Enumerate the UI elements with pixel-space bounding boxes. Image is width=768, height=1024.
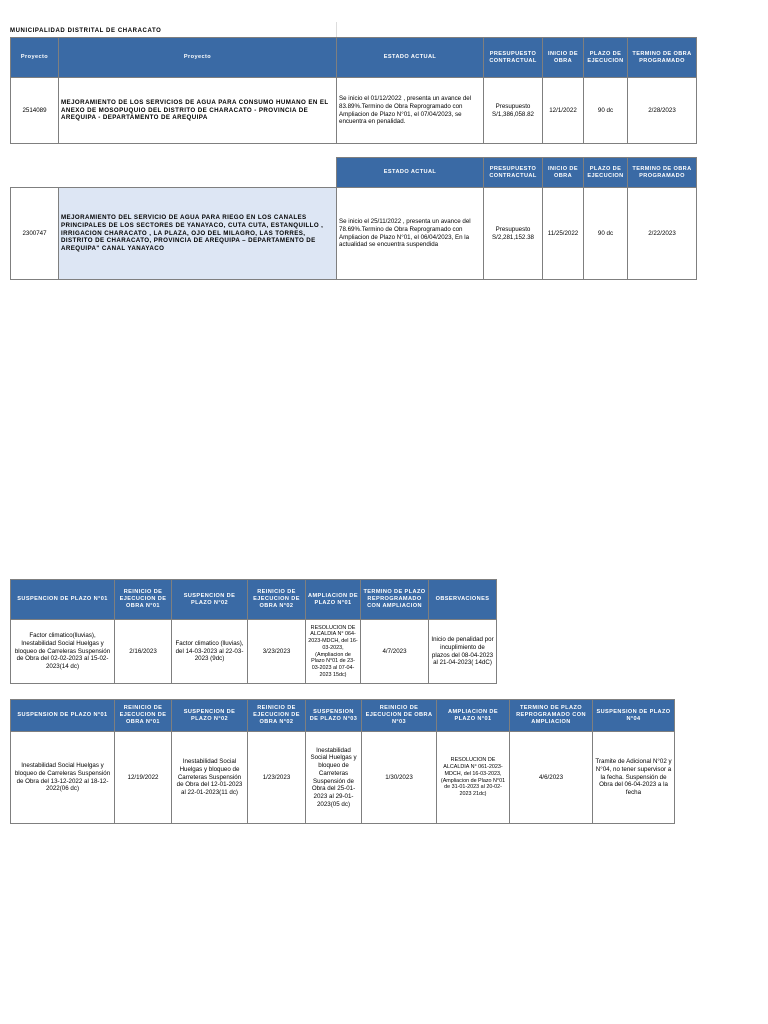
col-header-suspension-1: SUSPENCION DE PLAZO N°01 — [11, 580, 115, 620]
plazo-ejecucion: 90 dc — [584, 78, 628, 144]
cell: Inicio de penalidad por incuplimiento de plazos del 08-04-2023 al 21-04-2023( 14dC) — [429, 620, 497, 684]
col-header-suspension-1: SUSPENSION DE PLAZO N°01 — [11, 700, 115, 732]
project-name: MEJORAMIENTO DEL SERVICIO DE AGUA PARA RIEGO EN LOS CANALES PRINCIPALES DE LOS SECTORES DE YANAYACO, CUTA CUTA, ESTANQUILLO , IRRIGACION CHARACATO , LA PLAZA, OJO DEL MILAGRO, LAS TORRES, DISTRITO DE CHARACATO, PROVINCIA DE AREQUIPA – DEPARTAMENTO DE AREQUIPA" CANAL YANAYACO — [59, 188, 337, 280]
project-name: MEJORAMIENTO DE LOS SERVICIOS DE AGUA PARA CONSUMO HUMANO EN EL ANEXO DE MOSOPUQUIO DEL DISTRITO DE CHARACATO - PROVINCIA DE AREQUIPA - DEPARTAMENTO DE AREQUIPA — [59, 78, 337, 144]
plazo-ejecucion: 90 dc — [584, 188, 628, 280]
presupuesto: Presupuesto S/1,386,058.82 — [484, 78, 543, 144]
col-header-suspension-2: SUSPENCION DE PLAZO N°02 — [172, 700, 248, 732]
col-header-termino-reprogramado: TERMINO DE PLAZO REPROGRAMADO CON AMPLIACION — [361, 580, 429, 620]
col-header-presupuesto: PRESUPUESTO CONTRACTUAL — [484, 158, 543, 188]
col-header-plazo: PLAZO DE EJECUCION — [584, 38, 628, 78]
project-table-1 — [10, 37, 697, 144]
suspension-table-1 — [10, 579, 497, 684]
estado-actual: Se inicio el 25/11/2022 , presenta un avance del 78.69%.Termino de Obra Reprogramado con Ampliacion de Plazo N°01, el 06/04/2023, En la actualidad se encuentra suspendida — [337, 188, 484, 280]
col-header-termino: TERMINO DE OBRA PROGRAMADO — [628, 38, 697, 78]
table-row — [11, 78, 697, 144]
col-header-ampliacion-1: AMPLIACION DE PLAZO N°01 — [437, 700, 510, 732]
table-row — [11, 188, 697, 280]
cell: 4/7/2023 — [361, 620, 429, 684]
cell: Inestabilidad Social Huelgas y bloqueo de Carreteras Suspensión de Obra del 12-01-2023 al 22-01-2023(11 dc) — [172, 732, 248, 824]
suspension-table-2 — [10, 699, 675, 824]
organization-title: MUNICIPALIDAD DISTRITAL DE CHARACATO — [10, 28, 162, 34]
col-header-reinicio-1: REINICIO DE EJECUCION DE OBRA N°01 — [115, 700, 172, 732]
col-header-observaciones: OBSERVACIONES — [429, 580, 497, 620]
cell: RESOLUCION DE ALCALDIA N° 064-2023-MDCH, del 16-03-2023, (Ampliacion de Plazo N°01 de 23-03-2023 al 07-04-2023 15dc) — [306, 620, 361, 684]
cell: 3/23/2023 — [248, 620, 306, 684]
project-table-2 — [10, 157, 697, 280]
col-header-termino: TERMINO DE OBRA PROGRAMADO — [628, 158, 697, 188]
col-header-suspension-3: SUSPENSION DE PLAZO N°03 — [306, 700, 362, 732]
table-row — [11, 732, 675, 824]
estado-actual: Se inicio el 01/12/2022 , presenta un avance del 83.89%.Termino de Obra Reprogramado con Ampliacion de Plazo N°01, el 07/04/2023, se encuentra en penalidad. — [337, 78, 484, 144]
cell: Inestabilidad Social Huelgas y bloqueo de Carreleras Suspensión de Obra del 13-12-2022 al 18-12-2022(06 dc) — [11, 732, 115, 824]
table-row — [11, 620, 497, 684]
cell: 2/16/2023 — [115, 620, 172, 684]
inicio-obra: 12/1/2022 — [543, 78, 584, 144]
termino-obra: 2/22/2023 — [628, 188, 697, 280]
col-header-estado: ESTADO ACTUAL — [337, 158, 484, 188]
cell: Inestabilidad Social Huelgas y bloqueo de Carreteras Suspensión de Obra del 25-01-2023 al 29-01-2023(05 dc) — [306, 732, 362, 824]
inicio-obra: 11/25/2022 — [543, 188, 584, 280]
termino-obra: 2/28/2023 — [628, 78, 697, 144]
col-header-proyecto-code: Proyecto — [11, 38, 59, 78]
project-code: 2300747 — [11, 188, 59, 280]
cell: Factor climatico (lluvias), del 14-03-2023 al 22-03-2023 (9dc) — [172, 620, 248, 684]
col-header-estado: ESTADO ACTUAL — [337, 38, 484, 78]
divider — [336, 22, 337, 38]
col-header-reinicio-2: REINICIO DE EJECUCION DE OBRA N°02 — [248, 700, 306, 732]
col-header-reinicio-3: REINICIO DE EJECUCION DE OBRA N°03 — [362, 700, 437, 732]
project-code: 2514089 — [11, 78, 59, 144]
col-header-proyecto: Proyecto — [59, 38, 337, 78]
col-header-ampliacion-1: AMPLIACION DE PLAZO N°01 — [306, 580, 361, 620]
col-header-presupuesto: PRESUPUESTO CONTRACTUAL — [484, 38, 543, 78]
col-header-reinicio-2: REINICIO DE EJECUCION DE OBRA N°02 — [248, 580, 306, 620]
presupuesto: Presupuesto S/2,281,152.38 — [484, 188, 543, 280]
col-header-suspension-2: SUSPENCION DE PLAZO N°02 — [172, 580, 248, 620]
col-header-inicio: INICIO DE OBRA — [543, 158, 584, 188]
cell: RESOLUCION DE ALCALDIA N° 061-2023-MDCH, del 16-03-2023, (Ampliacion de Plazo N°01 de 31-01-2023 al 20-02-2023 21dc) — [437, 732, 510, 824]
cell: 1/30/2023 — [362, 732, 437, 824]
cell: Tramite de Adicional N°02 y N°04, no tener supervisor a la fecha. Suspensión de Obra del 06-04-2023 a la fecha — [593, 732, 675, 824]
cell: 4/6/2023 — [510, 732, 593, 824]
cell: Factor climatico(lluvias), Inestabilidad Social Huelgas y bloqueo de Carreleras Suspensión de Obra del 02-02-2023 al 15-02-2023(14 dc) — [11, 620, 115, 684]
cell: 1/23/2023 — [248, 732, 306, 824]
cell: 12/19/2022 — [115, 732, 172, 824]
col-header-reinicio-1: REINICIO DE EJECUCION DE OBRA N°01 — [115, 580, 172, 620]
col-header-suspension-4: SUSPENSION DE PLAZO N°04 — [593, 700, 675, 732]
col-header-termino-reprogramado: TERMINO DE PLAZO REPROGRAMADO CON AMPLIACION — [510, 700, 593, 732]
col-header-plazo: PLAZO DE EJECUCION — [584, 158, 628, 188]
col-header-inicio: INICIO DE OBRA — [543, 38, 584, 78]
